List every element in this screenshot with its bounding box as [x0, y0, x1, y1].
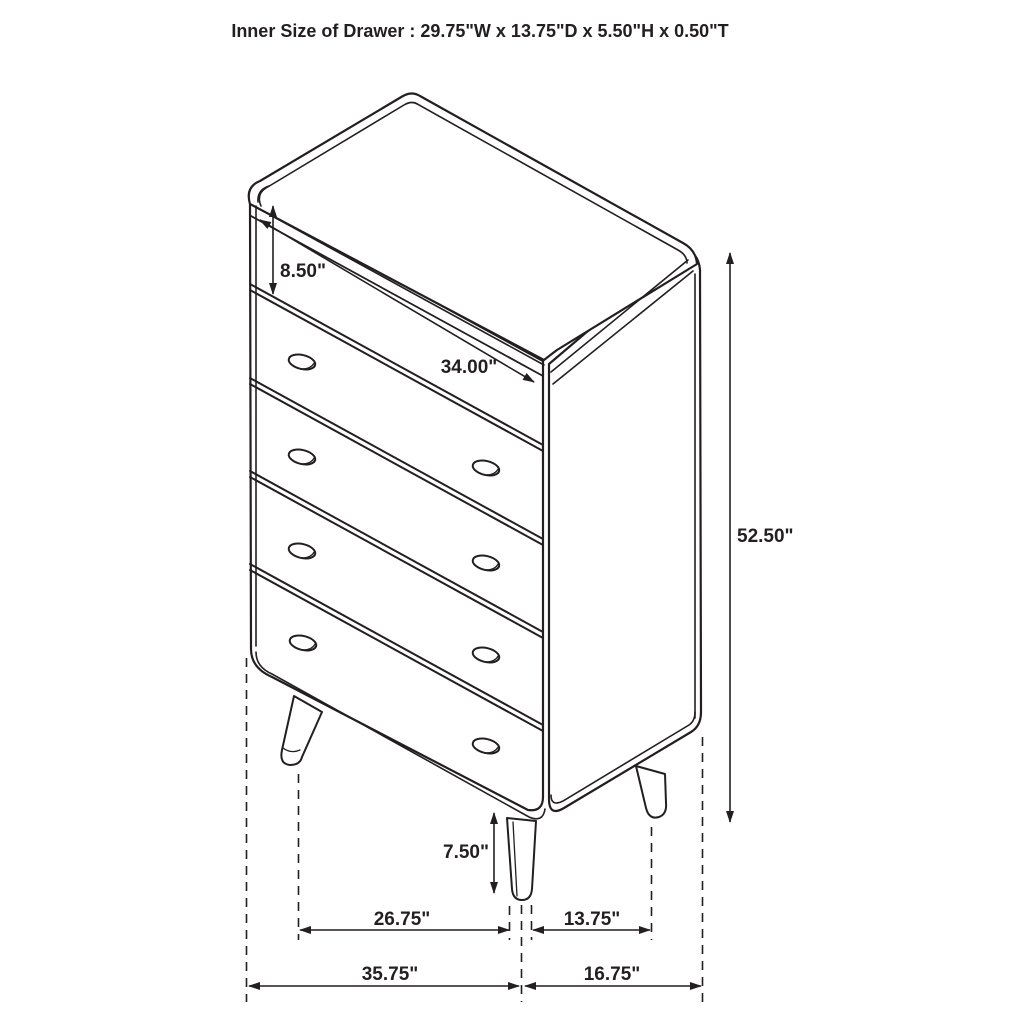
- dim-label-front-leg-span: 26.75": [373, 909, 431, 930]
- dim-label-overall-width: 35.75": [361, 964, 419, 985]
- front-left-leg: [281, 696, 322, 765]
- cabinet-body: [249, 94, 701, 812]
- diagram-title: Inner Size of Drawer : 29.75"W x 13.75"D x 5.50"H x 0.50"T: [231, 21, 729, 41]
- dim-label-overall-depth: 16.75": [583, 964, 641, 985]
- dim-label-overall-height: 52.50": [737, 526, 794, 547]
- dim-label-leg-height: 7.50": [443, 842, 489, 863]
- rear-right-leg: [636, 766, 666, 818]
- front-center-leg: [507, 818, 536, 900]
- dim-label-side-leg-span: 13.75": [563, 909, 621, 930]
- dim-label-top-drawer-height: 8.50": [280, 261, 326, 282]
- dim-label-front-width: 34.00": [440, 357, 498, 378]
